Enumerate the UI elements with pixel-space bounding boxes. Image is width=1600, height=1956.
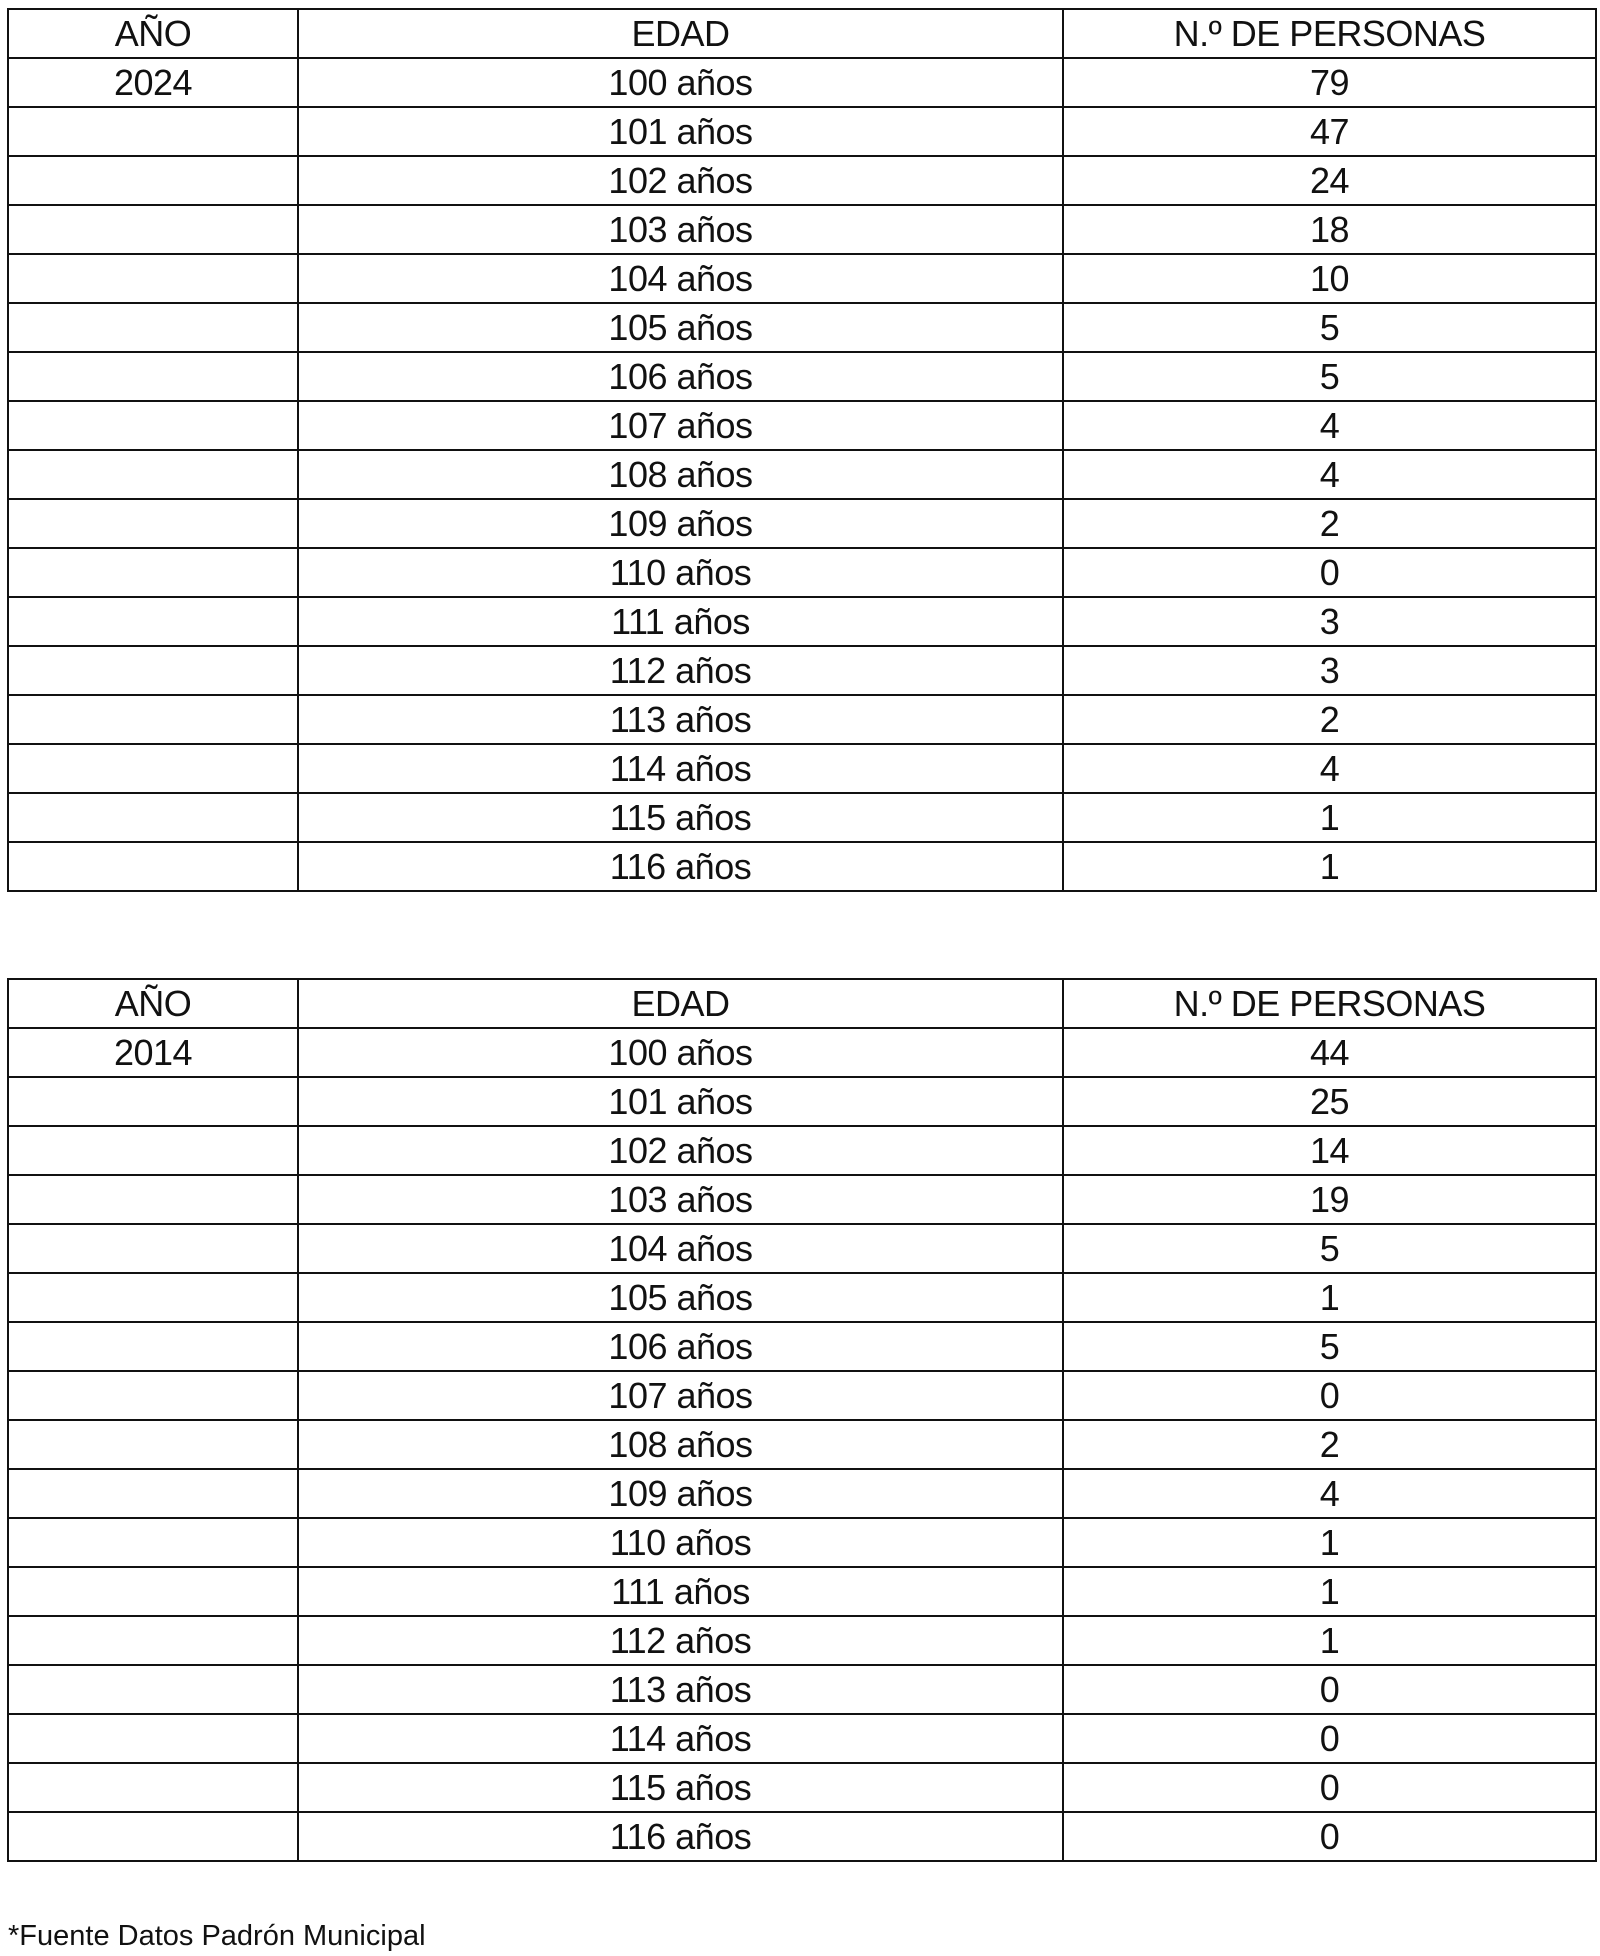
age-cell: 110 años	[298, 1518, 1063, 1567]
table-row	[8, 597, 1596, 646]
age-cell: 109 años	[298, 499, 1063, 548]
year-cell	[8, 156, 298, 205]
table-row	[8, 1665, 1596, 1714]
count-cell: 0	[1063, 1371, 1596, 1420]
age-cell: 101 años	[298, 1077, 1063, 1126]
table-row	[8, 744, 1596, 793]
count-cell: 14	[1063, 1126, 1596, 1175]
table-row	[8, 842, 1596, 891]
table-row	[8, 695, 1596, 744]
age-cell: 115 años	[298, 793, 1063, 842]
header-age: EDAD	[298, 9, 1063, 58]
age-cell: 110 años	[298, 548, 1063, 597]
age-cell: 109 años	[298, 1469, 1063, 1518]
age-cell: 113 años	[298, 695, 1063, 744]
year-cell	[8, 107, 298, 156]
year-cell	[8, 793, 298, 842]
year-cell	[8, 1273, 298, 1322]
year-cell	[8, 254, 298, 303]
table-row	[8, 1518, 1596, 1567]
year-cell	[8, 1763, 298, 1812]
count-cell: 18	[1063, 205, 1596, 254]
table-row	[8, 1126, 1596, 1175]
count-cell: 2	[1063, 695, 1596, 744]
age-cell: 103 años	[298, 205, 1063, 254]
year-cell	[8, 1077, 298, 1126]
age-cell: 116 años	[298, 842, 1063, 891]
age-cell: 102 años	[298, 1126, 1063, 1175]
header-row	[8, 979, 1596, 1028]
table-row	[8, 1616, 1596, 1665]
count-cell: 5	[1063, 303, 1596, 352]
table-row	[8, 303, 1596, 352]
table-row	[8, 499, 1596, 548]
table-row	[8, 58, 1596, 107]
age-cell: 105 años	[298, 1273, 1063, 1322]
table-row	[8, 1371, 1596, 1420]
count-cell: 3	[1063, 597, 1596, 646]
year-cell	[8, 744, 298, 793]
table-row	[8, 1273, 1596, 1322]
table-row	[8, 450, 1596, 499]
count-cell: 47	[1063, 107, 1596, 156]
age-cell: 105 años	[298, 303, 1063, 352]
year-cell	[8, 1175, 298, 1224]
table-row	[8, 1420, 1596, 1469]
year-cell: 2024	[8, 58, 298, 107]
count-cell: 2	[1063, 1420, 1596, 1469]
count-cell: 0	[1063, 1665, 1596, 1714]
centenarians-table-2024	[7, 8, 1597, 892]
count-cell: 4	[1063, 744, 1596, 793]
count-cell: 44	[1063, 1028, 1596, 1077]
age-cell: 111 años	[298, 1567, 1063, 1616]
count-cell: 0	[1063, 1763, 1596, 1812]
age-cell: 114 años	[298, 744, 1063, 793]
table-row	[8, 1567, 1596, 1616]
age-cell: 100 años	[298, 1028, 1063, 1077]
year-cell	[8, 401, 298, 450]
count-cell: 25	[1063, 1077, 1596, 1126]
count-cell: 5	[1063, 352, 1596, 401]
year-cell	[8, 205, 298, 254]
year-cell	[8, 1714, 298, 1763]
table-row	[8, 156, 1596, 205]
count-cell: 2	[1063, 499, 1596, 548]
age-cell: 107 años	[298, 401, 1063, 450]
count-cell: 4	[1063, 1469, 1596, 1518]
centenarians-table-2014	[7, 978, 1597, 1862]
table-row	[8, 1175, 1596, 1224]
year-cell	[8, 1567, 298, 1616]
age-cell: 112 años	[298, 646, 1063, 695]
header-year: AÑO	[8, 979, 298, 1028]
table-row	[8, 1224, 1596, 1273]
table-row	[8, 1763, 1596, 1812]
age-cell: 108 años	[298, 1420, 1063, 1469]
age-cell: 100 años	[298, 58, 1063, 107]
year-cell	[8, 1420, 298, 1469]
age-cell: 103 años	[298, 1175, 1063, 1224]
year-cell	[8, 303, 298, 352]
count-cell: 79	[1063, 58, 1596, 107]
header-row	[8, 9, 1596, 58]
count-cell: 5	[1063, 1224, 1596, 1273]
count-cell: 1	[1063, 842, 1596, 891]
year-cell	[8, 1322, 298, 1371]
age-cell: 113 años	[298, 1665, 1063, 1714]
table-row	[8, 1714, 1596, 1763]
table-row	[8, 352, 1596, 401]
header-year: AÑO	[8, 9, 298, 58]
count-cell: 1	[1063, 1567, 1596, 1616]
count-cell: 0	[1063, 1812, 1596, 1861]
header-count: N.º DE PERSONAS	[1063, 979, 1596, 1028]
year-cell	[8, 1616, 298, 1665]
year-cell	[8, 1126, 298, 1175]
age-cell: 111 años	[298, 597, 1063, 646]
year-cell	[8, 597, 298, 646]
age-cell: 104 años	[298, 1224, 1063, 1273]
year-cell	[8, 695, 298, 744]
age-cell: 101 años	[298, 107, 1063, 156]
age-cell: 108 años	[298, 450, 1063, 499]
header-count: N.º DE PERSONAS	[1063, 9, 1596, 58]
table-row	[8, 793, 1596, 842]
table-row	[8, 646, 1596, 695]
year-cell	[8, 1518, 298, 1567]
age-cell: 115 años	[298, 1763, 1063, 1812]
year-cell	[8, 646, 298, 695]
count-cell: 1	[1063, 1518, 1596, 1567]
table-row	[8, 1077, 1596, 1126]
age-cell: 116 años	[298, 1812, 1063, 1861]
year-cell	[8, 548, 298, 597]
table-row	[8, 1469, 1596, 1518]
table-body	[8, 979, 1596, 1861]
table-row	[8, 107, 1596, 156]
table-row	[8, 254, 1596, 303]
table-row	[8, 401, 1596, 450]
table-row	[8, 1322, 1596, 1371]
table-body	[8, 9, 1596, 891]
count-cell: 0	[1063, 548, 1596, 597]
age-cell: 104 años	[298, 254, 1063, 303]
count-cell: 1	[1063, 793, 1596, 842]
year-cell	[8, 450, 298, 499]
year-cell	[8, 499, 298, 548]
age-cell: 106 años	[298, 1322, 1063, 1371]
table-row	[8, 1812, 1596, 1861]
year-cell	[8, 1469, 298, 1518]
age-cell: 112 años	[298, 1616, 1063, 1665]
count-cell: 1	[1063, 1616, 1596, 1665]
count-cell: 5	[1063, 1322, 1596, 1371]
year-cell	[8, 1665, 298, 1714]
year-cell	[8, 1224, 298, 1273]
year-cell	[8, 1812, 298, 1861]
count-cell: 1	[1063, 1273, 1596, 1322]
table-row	[8, 548, 1596, 597]
count-cell: 4	[1063, 450, 1596, 499]
table-row	[8, 205, 1596, 254]
age-cell: 102 años	[298, 156, 1063, 205]
count-cell: 24	[1063, 156, 1596, 205]
age-cell: 106 años	[298, 352, 1063, 401]
source-footnote: *Fuente Datos Padrón Municipal	[8, 1920, 426, 1952]
table-row	[8, 1028, 1596, 1077]
year-cell	[8, 352, 298, 401]
year-cell	[8, 1371, 298, 1420]
count-cell: 4	[1063, 401, 1596, 450]
year-cell: 2014	[8, 1028, 298, 1077]
age-cell: 114 años	[298, 1714, 1063, 1763]
count-cell: 3	[1063, 646, 1596, 695]
count-cell: 19	[1063, 1175, 1596, 1224]
count-cell: 0	[1063, 1714, 1596, 1763]
header-age: EDAD	[298, 979, 1063, 1028]
year-cell	[8, 842, 298, 891]
count-cell: 10	[1063, 254, 1596, 303]
age-cell: 107 años	[298, 1371, 1063, 1420]
